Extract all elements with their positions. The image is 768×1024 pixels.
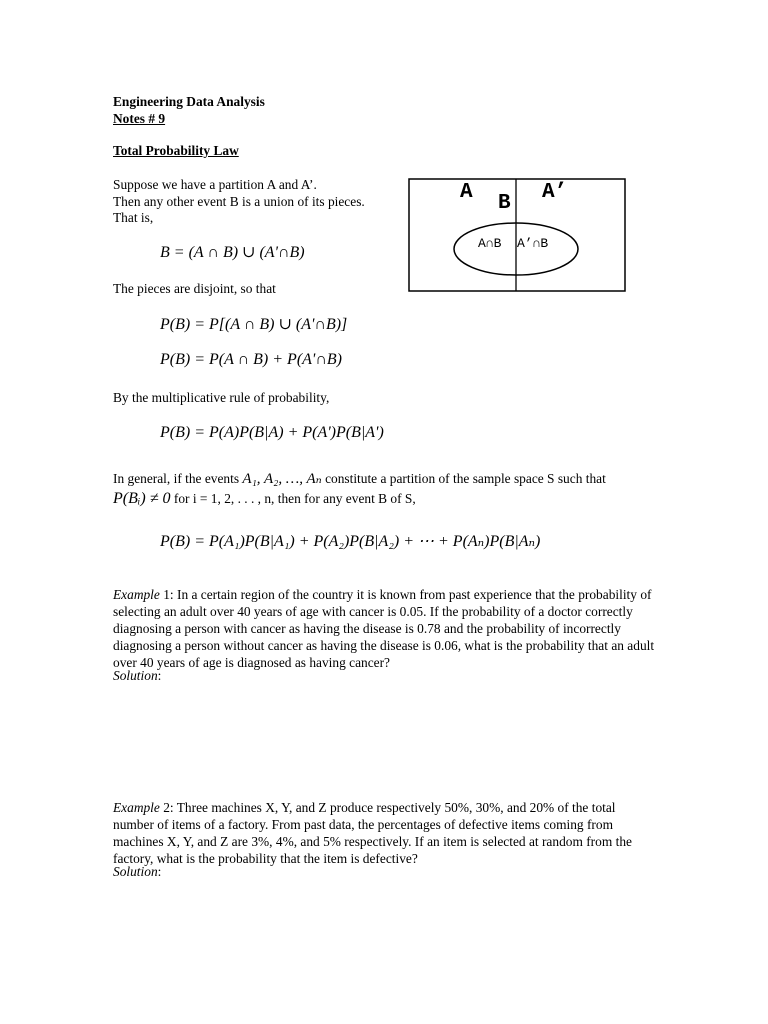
example-2-solution-label: Solution bbox=[113, 864, 158, 879]
example-1-label: Example bbox=[113, 587, 160, 602]
venn-label-a-and-b: A∩B bbox=[478, 236, 502, 251]
equation-p-union: P(B) = P[(A ∩ B) ∪ (A'∩B)] bbox=[160, 316, 348, 333]
example-1 bbox=[113, 586, 658, 671]
example-2-label: Example bbox=[113, 800, 160, 815]
section-title: Total Probability Law bbox=[113, 143, 239, 158]
equation-union: B = (A ∩ B) ∪ (A'∩B) bbox=[160, 244, 305, 261]
general-line-2-text: for i = 1, 2, . . . , n, then for any event B of S, bbox=[173, 491, 416, 506]
example-1-number: 1: bbox=[163, 587, 174, 602]
sample-space-box bbox=[409, 179, 625, 291]
intro-line-3: That is, bbox=[113, 210, 154, 225]
general-line-2 bbox=[113, 490, 416, 508]
notes-label: Notes # 9 bbox=[113, 111, 166, 126]
example-2-number: 2: bbox=[163, 800, 174, 815]
general-line-1-pre: In general, if the events bbox=[113, 471, 240, 486]
disjoint-text: The pieces are disjoint, so that bbox=[113, 281, 276, 296]
equation-total-probability: P(B) = P(A₁)P(B|A₁) + P(A₂)P(B|A₂) + ⋯ + P(Aₙ)P(B|Aₙ) bbox=[160, 533, 541, 550]
venn-label-b: B bbox=[498, 192, 511, 215]
example-2-solution-colon: : bbox=[157, 864, 162, 879]
venn-label-a-prime-and-b: A’∩B bbox=[517, 236, 549, 251]
equation-p-sum: P(B) = P(A ∩ B) + P(A'∩B) bbox=[160, 351, 342, 368]
mult-rule-text: By the multiplicative rule of probability, bbox=[113, 390, 330, 405]
example-1-text: In a certain region of the country it is known from past experience that the probability of selecting an adult over 40 years of age with cancer is 0.05. If the probability of a doctor correctly diagnosing a person with cancer as having the disease is 0.78 and the probability of incorrectly diagnosing a person without cancer as having the disease is 0.06, what is the probability that an adult over 40 years of age is diagnosed as having cancer? bbox=[113, 587, 655, 670]
intro-line-2: Then any other event B is a union of its pieces. bbox=[113, 194, 365, 209]
venn-label-a-prime: A’ bbox=[542, 181, 568, 204]
example-1-solution-colon: : bbox=[157, 668, 162, 683]
example-2 bbox=[113, 799, 658, 867]
example-2-text: Three machines X, Y, and Z produce respectively 50%, 30%, and 20% of the total number of items of a factory. From past data, the percentages of defective items coming from machines X, Y, and Z are 3%, 4%, and 5% respectively. If an item is selected at random from the factory, what is the probability that the item is defective? bbox=[113, 800, 632, 866]
intro-line-1: Suppose we have a partition A and A’. bbox=[113, 177, 317, 192]
general-events: A₁, A₂, …, Aₙ bbox=[242, 471, 322, 487]
venn-diagram bbox=[408, 178, 626, 292]
venn-label-a: A bbox=[460, 181, 473, 204]
general-condition: P(Bᵢ) ≠ 0 bbox=[113, 490, 171, 507]
example-1-solution-label: Solution bbox=[113, 668, 158, 683]
general-line-1 bbox=[113, 469, 606, 488]
equation-mult: P(B) = P(A)P(B|A) + P(A')P(B|A') bbox=[160, 424, 384, 441]
general-line-1-post: constitute a partition of the sample space S such that bbox=[325, 471, 606, 486]
example-2-solution bbox=[113, 864, 161, 880]
course-title: Engineering Data Analysis bbox=[113, 94, 265, 109]
example-1-solution bbox=[113, 668, 161, 684]
